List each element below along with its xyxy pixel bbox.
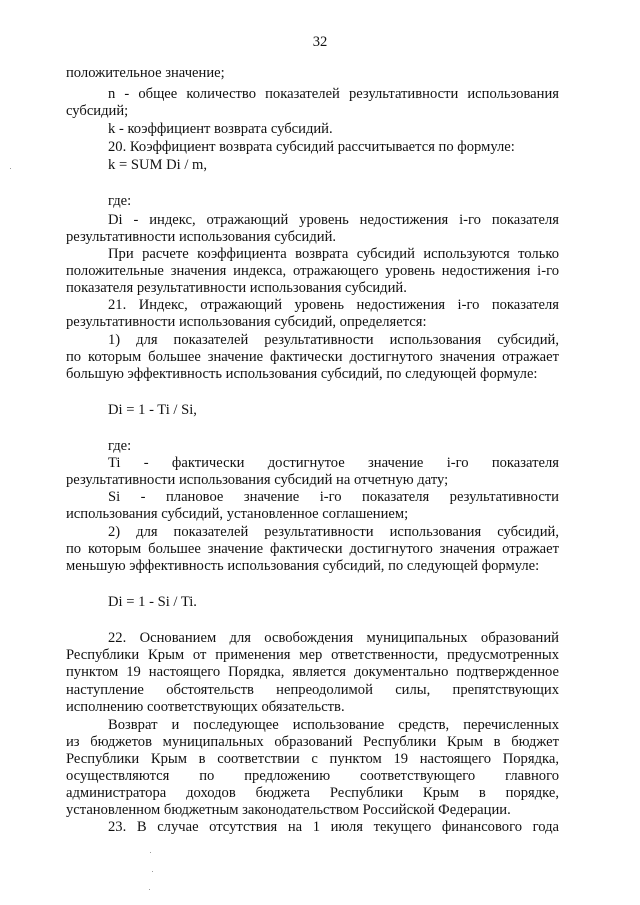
text-line: установленном бюджетным законодательством Российской Федерации. (66, 802, 511, 818)
text-line: положительное значение; (66, 65, 225, 81)
text-line: по которым большее значение фактически достигнутого значения отражает (66, 541, 559, 557)
scan-speck (150, 852, 151, 853)
text-line: показателя результативности использования субсидий. (66, 280, 407, 296)
scan-speck (152, 871, 153, 872)
text-line: положительные значения индекса, отражающего уровень недостижения i-го (66, 263, 559, 279)
text-line: Республики Крым в соответствии с пунктом 19 настоящего Порядка, (66, 751, 559, 767)
text-line: Di - индекс, отражающий уровень недостижения i-го показателя (108, 212, 559, 228)
text-line: 23. В случае отсутствия на 1 июля текущего финансового года (108, 819, 559, 835)
text-line: результативности использования субсидий на отчетную дату; (66, 472, 449, 488)
text-line: использования субсидий, установленное соглашением; (66, 506, 409, 522)
text-line: большую эффективность использования субсидий, по следующей формуле: (66, 366, 538, 382)
text-line: исполнению соответствующих обязательств. (66, 699, 345, 715)
text-line: наступление обстоятельств непреодолимой силы, препятствующих (66, 682, 559, 698)
text-line: Возврат и последующее использование средств, перечисленных (108, 717, 559, 733)
text-line: результативности использования субсидий, определяется: (66, 314, 427, 330)
page-number: 32 (312, 34, 328, 50)
text-line: из бюджетов муниципальных образований Республики Крым в бюджет (66, 734, 559, 750)
text-line: 22. Основанием для освобождения муниципальных образований (108, 630, 559, 646)
text-line: Республики Крым от применения мер ответственности, предусмотренных (66, 647, 559, 663)
text-line: При расчете коэффициента возврата субсидий используются только (108, 246, 559, 262)
text-line: пунктом 19 настоящего Порядка, является документально подтвержденное (66, 664, 559, 680)
text-line: осуществляются по предложению соответствующего главного (66, 768, 559, 784)
text-line: где: (108, 193, 132, 209)
text-line: 21. Индекс, отражающий уровень недостижения i-го показателя (108, 297, 559, 313)
scan-speck (10, 168, 11, 169)
text-line: n - общее количество показателей результативности использования (108, 86, 559, 102)
text-line: Si - плановое значение i-го показателя результативности (108, 489, 559, 505)
formula: Di = 1 - Si / Ti. (108, 594, 197, 610)
text-line: где: (108, 438, 132, 454)
text-line: по которым большее значение фактически достигнутого значения отражает (66, 349, 559, 365)
text-line: 1) для показателей результативности использования субсидий, (108, 332, 559, 348)
text-line: результативности использования субсидий. (66, 229, 337, 245)
text-line: администратора доходов бюджета Республики Крым в порядке, (66, 785, 559, 801)
text-line: k - коэффициент возврата субсидий. (108, 121, 333, 137)
text-line: меньшую эффективность использования субсидий, по следующей формуле: (66, 558, 540, 574)
text-line: Ti - фактически достигнутое значение i-го показателя (108, 455, 559, 471)
scan-speck (149, 889, 150, 890)
formula: k = SUM Di / m, (108, 157, 208, 173)
text-line: субсидий; (66, 103, 129, 119)
text-line: 2) для показателей результативности использования субсидий, (108, 524, 559, 540)
formula: Di = 1 - Ti / Si, (108, 402, 197, 418)
text-line: 20. Коэффициент возврата субсидий рассчитывается по формуле: (108, 139, 515, 155)
